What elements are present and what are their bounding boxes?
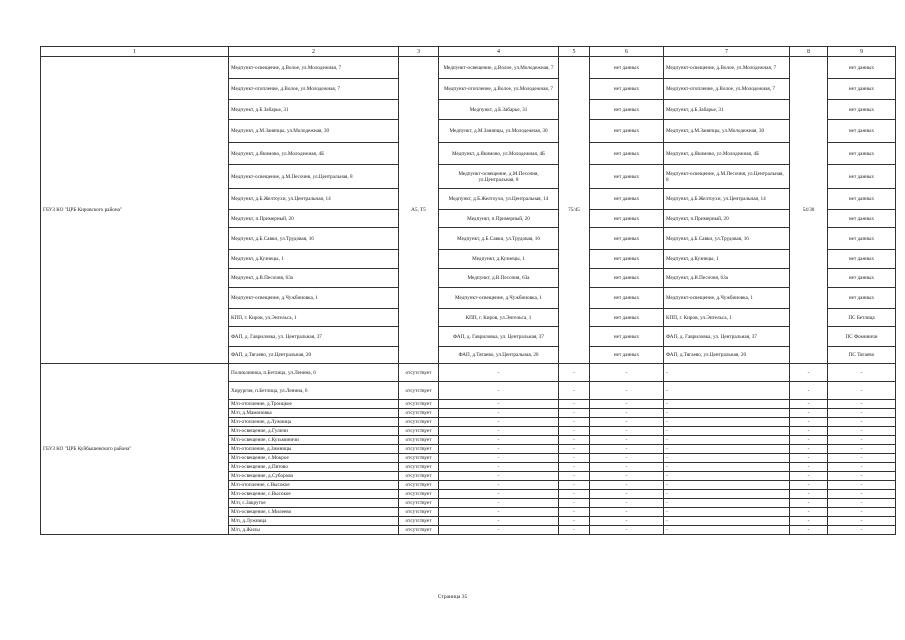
col6-cell: - xyxy=(590,427,664,436)
col6-cell: - xyxy=(590,481,664,490)
col4-cell: - xyxy=(439,436,559,445)
col4-cell: Медпункт, п.Примерный, 20 xyxy=(439,210,559,228)
col8-cell: - xyxy=(790,364,828,382)
facility-cell: Хирургия, п.Бетлица, ул.Ленина, 6 xyxy=(229,382,399,400)
col6-cell: - xyxy=(590,436,664,445)
col9-cell: нет данных xyxy=(828,288,896,309)
col9-cell: - xyxy=(828,454,896,463)
col7-cell: - xyxy=(664,382,790,400)
col4-cell: Медпункт, д.Б.Желтоухи, ул.Центральная, 14 xyxy=(439,189,559,210)
col9-cell: нет данных xyxy=(828,210,896,228)
col8-cell: - xyxy=(790,499,828,508)
col7-cell: - xyxy=(664,526,790,535)
header-cell: 9 xyxy=(828,47,896,57)
col3-cell: отсутствует xyxy=(399,508,439,517)
col5-cell: - xyxy=(559,445,590,454)
col5-cell: - xyxy=(559,364,590,382)
col7-cell: Медпункт, д.Якимово, ул.Молодежная, 4Б xyxy=(664,143,790,165)
header-cell: 7 xyxy=(664,47,790,57)
col8-cell: - xyxy=(790,427,828,436)
table-row xyxy=(41,364,896,382)
col6-cell: нет данных xyxy=(590,228,664,250)
col3-cell: отсутствует xyxy=(399,472,439,481)
col5-cell: - xyxy=(559,499,590,508)
header-cell: 8 xyxy=(790,47,828,57)
col3-cell: отсутствует xyxy=(399,463,439,472)
col6-cell: нет данных xyxy=(590,288,664,309)
facility-cell: Медпункт, д.Б.Желтоухи, ул.Центральная, 14 xyxy=(229,189,399,210)
col7-cell: - xyxy=(664,418,790,427)
col3-cell: отсутствует xyxy=(399,517,439,526)
col9-cell: - xyxy=(828,409,896,418)
col5-cell: - xyxy=(559,427,590,436)
col7-cell: Медпункт, д.Б.Забарье, 31 xyxy=(664,100,790,120)
col7-cell: Медпункт-освещение, д.Чужбиновка, 1 xyxy=(664,288,790,309)
facility-cell: Медпункт, д.М.Заняпцы, ул.Молодежная, 30 xyxy=(229,120,399,143)
col6-cell: - xyxy=(590,517,664,526)
organization-cell: ГБУЗ КО "ЦРБ Куйбышевского района" xyxy=(41,364,229,535)
facility-cell: Поликлиника, п.Бетлица, ул.Ленина, 6 xyxy=(229,364,399,382)
header-row xyxy=(41,47,896,57)
col5-cell: - xyxy=(559,526,590,535)
col8-cell: 54/30 xyxy=(790,57,828,364)
col9-cell: нет данных xyxy=(828,228,896,250)
col6-cell: нет данных xyxy=(590,347,664,364)
col8-cell: - xyxy=(790,382,828,400)
facility-cell: М/п-отопление, д.Зимницы xyxy=(229,445,399,454)
col5-cell: - xyxy=(559,418,590,427)
col3-cell: отсутствует xyxy=(399,526,439,535)
col8-cell: - xyxy=(790,508,828,517)
col4-cell: - xyxy=(439,526,559,535)
col4-cell: Медпункт, д.Б.Забарье, 31 xyxy=(439,100,559,120)
col4-cell: Медпункт-освещение, д.Чужбиновка, 1 xyxy=(439,288,559,309)
col4-cell: Медпункт, д.М.Заняпцы, ул.Молодежная, 30 xyxy=(439,120,559,143)
col4-cell: КПП, г. Киров, ул.Энгельса, 1 xyxy=(439,309,559,327)
facility-cell: Медпункт-освещение, д.Волое, ул.Молодежная, 7 xyxy=(229,57,399,79)
col8-cell: - xyxy=(790,409,828,418)
col7-cell: - xyxy=(664,454,790,463)
col6-cell: нет данных xyxy=(590,165,664,189)
col7-cell: Медпункт, д.Кузнецы, 1 xyxy=(664,250,790,269)
col5-cell: - xyxy=(559,436,590,445)
col4-cell: - xyxy=(439,517,559,526)
col6-cell: - xyxy=(590,499,664,508)
col7-cell: - xyxy=(664,409,790,418)
col6-cell: нет данных xyxy=(590,250,664,269)
col8-cell: - xyxy=(790,418,828,427)
col7-cell: - xyxy=(664,427,790,436)
col7-cell: - xyxy=(664,481,790,490)
col4-cell: ФАП, д. Гавриловка, ул. Центральная, 37 xyxy=(439,327,559,347)
col9-cell: нет данных xyxy=(828,120,896,143)
col3-cell: отсутствует xyxy=(399,427,439,436)
col6-cell: - xyxy=(590,508,664,517)
col4-cell: - xyxy=(439,364,559,382)
facility-cell: ФАП, д.Тягаево, ул.Центральная, 20 xyxy=(229,347,399,364)
organization-cell: ГБУЗ КО "ЦРБ Кировского района" xyxy=(41,57,229,364)
col9-cell: - xyxy=(828,508,896,517)
col7-cell: - xyxy=(664,490,790,499)
col4-cell: - xyxy=(439,400,559,409)
table-body xyxy=(41,57,896,535)
col5-cell: - xyxy=(559,409,590,418)
header-cell: 2 xyxy=(229,47,399,57)
facility-cell: М/п-освещение, д.Суборово xyxy=(229,472,399,481)
col4-cell: - xyxy=(439,490,559,499)
facility-cell: Медпункт-освещение, д.М.Песочня, ул.Центральная, 8 xyxy=(229,165,399,189)
col4-cell: - xyxy=(439,427,559,436)
col4-cell: - xyxy=(439,463,559,472)
col7-cell: Медпункт, п.Примерный, 20 xyxy=(664,210,790,228)
facility-cell: М/п-отопление, д.Лужница xyxy=(229,418,399,427)
col7-cell: - xyxy=(664,436,790,445)
col7-cell: - xyxy=(664,364,790,382)
col4-cell: Медпункт, д.Б.Савки, ул.Трудовая, 16 xyxy=(439,228,559,250)
header-cell: 6 xyxy=(590,47,664,57)
col5-cell: 75/45 xyxy=(559,57,590,364)
col8-cell: - xyxy=(790,436,828,445)
col7-cell: Медпункт, д.Б.Желтоухи, ул.Центральная, 14 xyxy=(664,189,790,210)
document-sheet xyxy=(40,46,895,535)
col7-cell: Медпункт, д.М.Заняпцы, ул.Молодежная, 30 xyxy=(664,120,790,143)
col4-cell: - xyxy=(439,454,559,463)
facility-cell: Медпункт, п.Примерный, 20 xyxy=(229,210,399,228)
col9-cell: ПС Тягаево xyxy=(828,347,896,364)
col9-cell: нет данных xyxy=(828,143,896,165)
col8-cell: - xyxy=(790,526,828,535)
facility-cell: М/п-освещение, с.Высокое xyxy=(229,490,399,499)
facility-cell: М/п-отопление, д.Троицкое xyxy=(229,400,399,409)
col4-cell: Медпункт, д.Кузнецы, 1 xyxy=(439,250,559,269)
col5-cell: - xyxy=(559,463,590,472)
facility-cell: М/п-освещение, с.Милеево xyxy=(229,508,399,517)
table-row xyxy=(41,57,896,79)
col5-cell: - xyxy=(559,490,590,499)
col3-cell: отсутствует xyxy=(399,400,439,409)
col9-cell: - xyxy=(828,481,896,490)
col3-cell: отсутствует xyxy=(399,445,439,454)
col7-cell: Медпункт, д.Б.Савки, ул.Трудовая, 16 xyxy=(664,228,790,250)
col3-cell: отсутствует xyxy=(399,436,439,445)
header-cell: 3 xyxy=(399,47,439,57)
facility-cell: М/п-освещение, д.Пятово xyxy=(229,463,399,472)
col4-cell: - xyxy=(439,418,559,427)
col5-cell: - xyxy=(559,472,590,481)
col6-cell: нет данных xyxy=(590,269,664,288)
col6-cell: нет данных xyxy=(590,143,664,165)
col6-cell: нет данных xyxy=(590,210,664,228)
col9-cell: - xyxy=(828,490,896,499)
col9-cell: - xyxy=(828,463,896,472)
col3-cell: отсутствует xyxy=(399,382,439,400)
col7-cell: - xyxy=(664,508,790,517)
col9-cell: - xyxy=(828,427,896,436)
facility-cell: КПП, г. Киров, ул.Энгельса, 1 xyxy=(229,309,399,327)
col6-cell: - xyxy=(590,490,664,499)
col7-cell: - xyxy=(664,463,790,472)
col9-cell: нет данных xyxy=(828,100,896,120)
col4-cell: Медпункт-отопление, д.Волое, ул.Молодежная, 7 xyxy=(439,79,559,100)
header-cell: 5 xyxy=(559,47,590,57)
col4-cell: - xyxy=(439,499,559,508)
data-table xyxy=(40,46,896,535)
header-cell: 1 xyxy=(41,47,229,57)
col4-cell: - xyxy=(439,481,559,490)
col3-cell: отсутствует xyxy=(399,418,439,427)
facility-cell: М/п-освещение, с.Кузьминичи xyxy=(229,436,399,445)
facility-cell: Медпункт, д.Кузнецы, 1 xyxy=(229,250,399,269)
col5-cell: - xyxy=(559,382,590,400)
col4-cell: ФАП, д.Тягаево, ул.Центральная, 20 xyxy=(439,347,559,364)
col9-cell: ПС Фоминичи xyxy=(828,327,896,347)
col7-cell: ФАП, д. Гавриловка, ул. Центральная, 37 xyxy=(664,327,790,347)
facility-cell: Медпункт, д.Б.Савки, ул.Трудовая, 16 xyxy=(229,228,399,250)
col6-cell: нет данных xyxy=(590,309,664,327)
col8-cell: - xyxy=(790,454,828,463)
col4-cell: - xyxy=(439,472,559,481)
facility-cell: М/п-отопление, с.Высокое xyxy=(229,481,399,490)
col5-cell: - xyxy=(559,508,590,517)
facility-cell: М/п, д.Мамоновка xyxy=(229,409,399,418)
col4-cell: Медпункт-освещение, д.М.Песочня, ул.Центральная, 8 xyxy=(439,165,559,189)
col6-cell: нет данных xyxy=(590,327,664,347)
col8-cell: - xyxy=(790,472,828,481)
col6-cell: - xyxy=(590,472,664,481)
col6-cell: - xyxy=(590,400,664,409)
col5-cell: - xyxy=(559,400,590,409)
col9-cell: - xyxy=(828,499,896,508)
facility-cell: Медпункт-освещение, д.Чужбиновка, 1 xyxy=(229,288,399,309)
col8-cell: - xyxy=(790,481,828,490)
col9-cell: - xyxy=(828,418,896,427)
col3-cell: отсутствует xyxy=(399,454,439,463)
col4-cell: Медпункт-освещение, д.Волое, ул.Молодежная, 7 xyxy=(439,57,559,79)
col5-cell: - xyxy=(559,517,590,526)
col3-cell: отсутствует xyxy=(399,364,439,382)
col3-cell: отсутствует xyxy=(399,481,439,490)
col8-cell: - xyxy=(790,400,828,409)
col7-cell: Медпункт-освещение, д.Волое, ул.Молодежная, 7 xyxy=(664,57,790,79)
header-cell: 4 xyxy=(439,47,559,57)
col6-cell: нет данных xyxy=(590,100,664,120)
facility-cell: М/п-освещение, с.Мокрое xyxy=(229,454,399,463)
col3-cell: отсутствует xyxy=(399,490,439,499)
col4-cell: - xyxy=(439,409,559,418)
col7-cell: ФАП, д.Тягаево, ул.Центральная, 20 xyxy=(664,347,790,364)
facility-cell: Медпункт-отопление, д.Волое, ул.Молодежная, 7 xyxy=(229,79,399,100)
col3-cell: А5, Т5 xyxy=(399,57,439,364)
facility-cell: М/п, д.Лужница xyxy=(229,517,399,526)
col6-cell: - xyxy=(590,454,664,463)
col9-cell: - xyxy=(828,472,896,481)
col3-cell: отсутствует xyxy=(399,499,439,508)
col6-cell: нет данных xyxy=(590,79,664,100)
col7-cell: - xyxy=(664,445,790,454)
col4-cell: - xyxy=(439,382,559,400)
col6-cell: нет данных xyxy=(590,120,664,143)
col7-cell: Медпункт-освещение, д.М.Песочня, ул.Центральная, 8 xyxy=(664,165,790,189)
col6-cell: - xyxy=(590,445,664,454)
col7-cell: Медпункт, д.В.Песочня, 63а xyxy=(664,269,790,288)
col4-cell: - xyxy=(439,508,559,517)
col4-cell: Медпункт, д.В.Песочня, 63а xyxy=(439,269,559,288)
col7-cell: - xyxy=(664,499,790,508)
col6-cell: - xyxy=(590,382,664,400)
col9-cell: - xyxy=(828,364,896,382)
col9-cell: нет данных xyxy=(828,189,896,210)
col9-cell: - xyxy=(828,436,896,445)
col9-cell: - xyxy=(828,517,896,526)
col9-cell: нет данных xyxy=(828,269,896,288)
col6-cell: нет данных xyxy=(590,57,664,79)
col6-cell: - xyxy=(590,418,664,427)
col9-cell: - xyxy=(828,400,896,409)
facility-cell: ФАП, д. Гавриловка, ул. Центральная, 37 xyxy=(229,327,399,347)
col7-cell: - xyxy=(664,472,790,481)
col4-cell: - xyxy=(439,445,559,454)
facility-cell: М/п-освещение, д.Гуличи xyxy=(229,427,399,436)
facility-cell: Медпункт, д.Якимово, ул.Молодежная, 4Б xyxy=(229,143,399,165)
col9-cell: - xyxy=(828,445,896,454)
col9-cell: нет данных xyxy=(828,57,896,79)
col8-cell: - xyxy=(790,517,828,526)
facility-cell: М/п, с.Закрутое xyxy=(229,499,399,508)
col4-cell: Медпункт, д.Якимово, ул.Молодежная, 4Б xyxy=(439,143,559,165)
col9-cell: нет данных xyxy=(828,250,896,269)
facility-cell: Медпункт, д.В.Песочня, 63а xyxy=(229,269,399,288)
col9-cell: - xyxy=(828,382,896,400)
col8-cell: - xyxy=(790,490,828,499)
col9-cell: ПС Бетлица xyxy=(828,309,896,327)
col8-cell: - xyxy=(790,463,828,472)
col9-cell: нет данных xyxy=(828,79,896,100)
col7-cell: - xyxy=(664,400,790,409)
col6-cell: нет данных xyxy=(590,189,664,210)
col5-cell: - xyxy=(559,481,590,490)
col7-cell: - xyxy=(664,517,790,526)
col8-cell: - xyxy=(790,445,828,454)
col9-cell: - xyxy=(828,526,896,535)
col6-cell: - xyxy=(590,463,664,472)
col6-cell: - xyxy=(590,526,664,535)
col5-cell: - xyxy=(559,454,590,463)
col7-cell: КПП, г. Киров, ул.Энгельса, 1 xyxy=(664,309,790,327)
facility-cell: М/п, д.Жилы xyxy=(229,526,399,535)
col6-cell: - xyxy=(590,364,664,382)
col6-cell: - xyxy=(590,409,664,418)
col3-cell: отсутствует xyxy=(399,409,439,418)
col9-cell: нет данных xyxy=(828,165,896,189)
page-number: Страница 35 xyxy=(437,594,468,600)
facility-cell: Медпункт, д.Б.Забарье, 31 xyxy=(229,100,399,120)
col7-cell: Медпункт-отопление, д.Волое, ул.Молодежная, 7 xyxy=(664,79,790,100)
